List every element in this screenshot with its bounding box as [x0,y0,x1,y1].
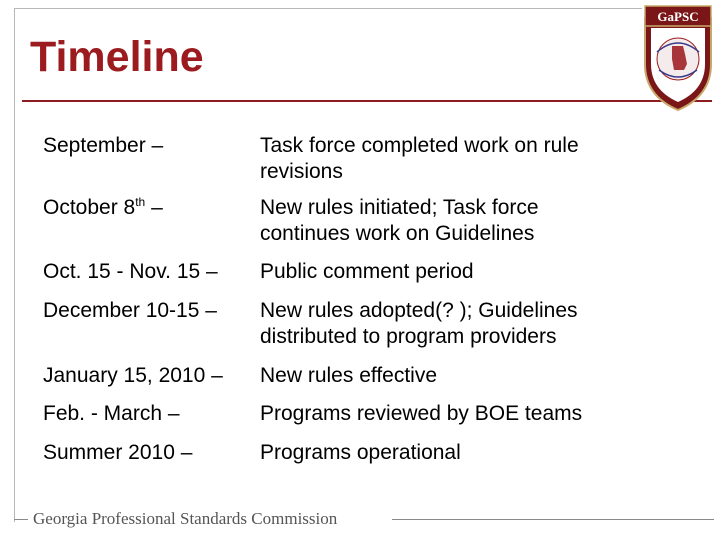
description-line: distributed to program providers [260,325,557,348]
description-line: revisions [260,160,343,183]
description-line: New rules adopted(? ); Guidelines [260,299,578,322]
timeline-date: Oct. 15 - Nov. 15 – [43,260,218,283]
timeline-date: Summer 2010 – [43,441,193,464]
description-line: continues work on Guidelines [260,222,535,245]
footer-divider-right [392,519,714,520]
logo-text: GaPSC [657,9,699,24]
timeline-description [260,401,660,427]
timeline-date: Feb. - March – [43,402,180,425]
timeline-description [260,133,660,185]
frame-top-line [14,8,642,9]
frame-left-line [14,8,15,522]
timeline-description [260,298,660,350]
footer-organization-name: Georgia Professional Standards Commission [33,509,338,528]
timeline-date: December 10-15 – [43,299,217,322]
timeline-description [260,195,660,247]
timeline-description [260,259,660,285]
description-line: New rules effective [260,364,438,387]
timeline-date: January 15, 2010 – [43,364,223,387]
slide-title: Timeline [30,33,204,81]
description-line: Public comment period [260,260,474,283]
timeline-date [43,195,163,221]
gapsc-shield-logo [641,4,715,112]
description-line: New rules initiated; Task force [260,196,539,219]
description-line: Programs operational [260,441,461,464]
description-line: Task force completed work on rule [260,134,579,157]
date-ordinal: th [135,195,146,209]
timeline-description [260,440,660,466]
title-divider [22,100,712,102]
footer-divider-left [14,519,28,520]
description-line: Programs reviewed by BOE teams [260,402,583,425]
timeline-date: September – [43,134,164,157]
date-dash: – [145,196,163,219]
timeline-description [260,363,660,389]
date-text: October 8 [43,196,136,219]
